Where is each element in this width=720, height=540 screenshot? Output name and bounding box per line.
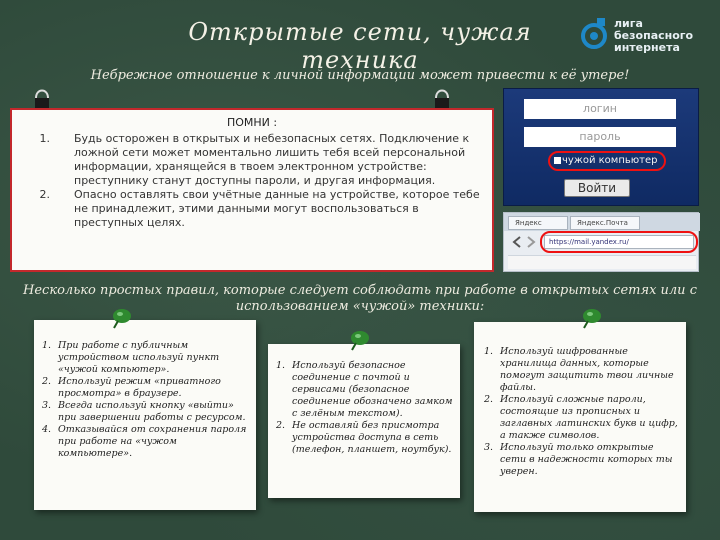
rule-item-text: Всегда используй кнопку «выйти» при завершении работы с ресурсом. <box>58 400 246 423</box>
rule-item-number: 3. <box>484 442 494 453</box>
login-form-screenshot <box>503 88 699 206</box>
rule-list <box>276 360 454 456</box>
rule-item-number: 1. <box>276 360 286 371</box>
rule-item-number: 1. <box>42 340 52 351</box>
rule-item-number: 2. <box>276 420 286 431</box>
logo-line-2: безопасного <box>614 29 694 42</box>
rule-card <box>34 320 256 510</box>
login-field: логин <box>524 99 676 119</box>
browser-tab-bar <box>504 213 700 231</box>
rule-item-text: Используй режим «приватного просмотра» в браузере. <box>58 376 221 399</box>
memo-item <box>24 188 484 230</box>
address-bar: https://mail.yandex.ru/ <box>544 235 694 249</box>
highlight-ring <box>540 231 698 253</box>
rule-item-text: При работе с публичным устройством используй пункт «чужой компьютер». <box>58 340 220 375</box>
memo-item-number: 1. <box>39 132 50 145</box>
browser-screenshot <box>503 212 699 272</box>
rule-item <box>42 376 250 400</box>
memo-list <box>24 132 484 230</box>
rule-item-number: 3. <box>42 400 52 411</box>
pushpin-icon <box>108 306 134 330</box>
logo-line-3: интернета <box>614 41 680 54</box>
rule-list <box>484 346 680 478</box>
rule-item-text: Используй безопасное соединение с почтой и сервисами (безопасное соединение обозначено замком с зелёным текстом). <box>292 360 453 419</box>
pushpin-icon <box>578 306 604 330</box>
pushpin-icon <box>346 328 372 352</box>
logo-mark-icon <box>580 16 608 52</box>
memo-heading: ПОМНИ : <box>226 116 278 129</box>
rule-list <box>42 340 250 460</box>
rule-item <box>42 340 250 376</box>
rule-item <box>484 346 680 394</box>
rule-item-number: 2. <box>484 394 494 405</box>
memo-item-text: Будь осторожен в открытых и небезопасных сетях. Подключение к ложной сети может моментально лишить тебя всей персональной информации, хранящейся в твоем электронном устройстве: преступнику станут доступны пароли, и другая информация. <box>74 132 470 187</box>
login-button: Войти <box>564 179 630 197</box>
page-title: Открытые сети, чужая техника <box>188 18 532 74</box>
nav-arrows-icon <box>510 235 540 249</box>
rule-item-text: Используй шифрованные хранилища данных, которые помогут защитить твои личные файлы. <box>500 346 674 393</box>
memo-box <box>10 108 494 272</box>
rule-item-text: Отказывайся от сохранения пароля при работе на «чужом компьютере». <box>58 424 247 459</box>
rule-item <box>276 360 454 420</box>
logo-line-1: лига <box>614 17 643 30</box>
rule-item-text: Используй сложные пароли, состоящие из прописных и заглавных латинских букв и цифр, а также символов. <box>500 394 678 441</box>
rules-heading: Несколько простых правил, которые следует соблюдать при работе в открытых сетях или с использованием «чужой» техники: <box>23 283 697 314</box>
rule-item-number: 4. <box>42 424 52 435</box>
memo-item-number: 2. <box>39 188 50 201</box>
subtitle: Небрежное отношение к личной информации может привести к её утере! <box>90 68 630 83</box>
rule-item-number: 2. <box>42 376 52 387</box>
browser-tab: Яндекс.Почта <box>570 216 640 230</box>
memo-item <box>24 132 484 188</box>
browser-content <box>508 255 696 269</box>
foreign-computer-label: чужой компьютер <box>562 155 658 166</box>
memo-item-text: Опасно оставлять свои учётные данные на устройстве, которое тебе не принадлежит, этими данными могут воспользоваться в преступных целях. <box>74 188 480 229</box>
rule-item <box>42 424 250 460</box>
password-field: пароль <box>524 127 676 147</box>
rule-item <box>484 442 680 478</box>
rule-item <box>484 394 680 442</box>
rule-card <box>474 322 686 512</box>
highlight-ring <box>548 151 666 171</box>
rule-item-text: Не оставляй без присмотра устройства доступа в сеть (телефон, планшет, ноутбук). <box>292 420 452 455</box>
rule-card <box>268 344 460 498</box>
rule-item <box>42 400 250 424</box>
rule-item-text: Используй только открытые сети в надежности которых ты уверен. <box>500 442 673 477</box>
logo-text <box>614 18 704 54</box>
browser-tab: Яндекс <box>508 216 568 230</box>
rule-item-number: 1. <box>484 346 494 357</box>
rule-item <box>276 420 454 456</box>
logo <box>580 12 710 60</box>
